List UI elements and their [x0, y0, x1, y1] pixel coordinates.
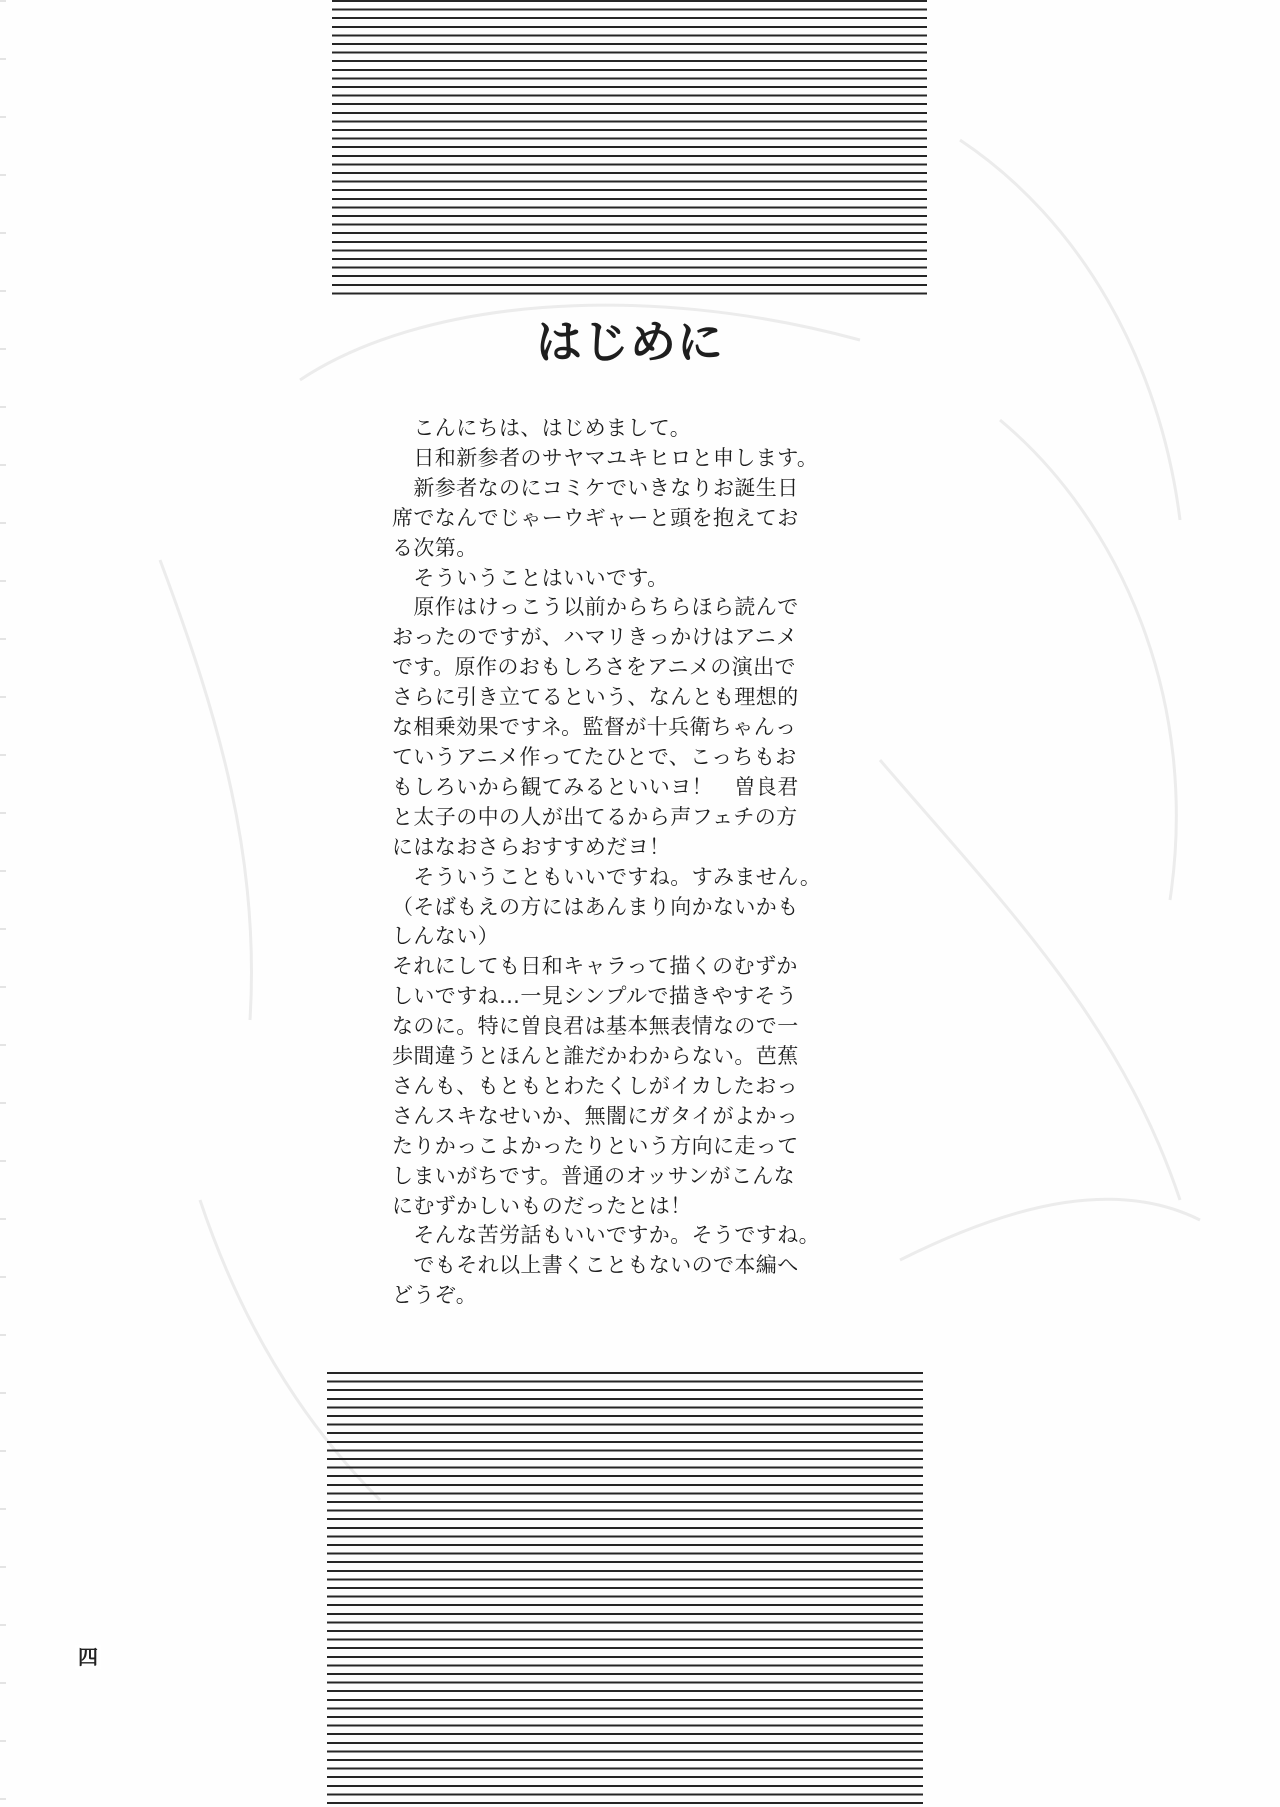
- text-line: と太子の中の人が出てるから声フェチの方: [392, 804, 798, 829]
- preface-text: [392, 414, 867, 1311]
- text-line: 新参者なのにコミケでいきなりお誕生日: [392, 475, 799, 500]
- text-line: 歩間違うとほんと誰だかわからない。芭蕉: [392, 1044, 799, 1069]
- text-line: こんにちは、はじめまして。: [392, 416, 692, 440]
- text-line: もしろいから観てみるといいヨ！ 曽良君: [392, 774, 799, 799]
- text-line: おったのですが、ハマリきっかけはアニメ: [392, 625, 798, 650]
- top-horizontal-rules: [332, 0, 927, 298]
- text-line: です。原作のおもしろさをアニメの演出で: [392, 655, 796, 680]
- text-line: さんスキなせいか、無闇にガタイがよかっ: [392, 1103, 799, 1128]
- bottom-horizontal-rules: [327, 1372, 923, 1807]
- page-title: はじめに: [536, 315, 724, 369]
- text-line: しまいがちです。普通のオッサンがこんな: [392, 1163, 796, 1188]
- text-line: 席でなんでじゃーウギャーと頭を抱えてお: [392, 505, 799, 530]
- text-line: しんない）: [392, 924, 499, 949]
- text-line: 原作はけっこう以前からちらほら読んで: [392, 595, 799, 620]
- text-line: 日和新参者のサヤマユキヒロと申します。: [392, 445, 819, 470]
- text-line: る次第。: [392, 535, 478, 560]
- text-line: にはなおさらおすすめだヨ！: [392, 834, 671, 859]
- text-line: さらに引き立てるという、なんとも理想的: [392, 685, 799, 710]
- text-line: さんも、もともとわたくしがイカしたおっ: [392, 1073, 798, 1098]
- text-line: ていうアニメ作ってたひとで、こっちもお: [392, 744, 797, 769]
- text-line: どうぞ。: [392, 1283, 478, 1308]
- text-line: たりかっこよかったりという方向に走って: [392, 1133, 799, 1158]
- text-line: そういうこともいいですね。すみません。: [392, 864, 822, 889]
- text-line: （そばもえの方にはあんまり向かないかも: [392, 894, 799, 919]
- page-number: 四: [75, 1645, 101, 1669]
- text-line: そういうことはいいです。: [392, 565, 669, 590]
- text-line: それにしても日和キャラって描くのむずか: [392, 954, 798, 979]
- text-line: しいですね…一見シンプルで描きやすそう: [392, 984, 798, 1009]
- text-line: でもそれ以上書くこともないので本編へ: [392, 1253, 799, 1278]
- binding-edge: [0, 0, 6, 1807]
- text-line: そんな苦労話もいいですか。そうですね。: [392, 1223, 820, 1248]
- text-line: なのに。特に曽良君は基本無表情なので一: [392, 1014, 799, 1039]
- text-line: にむずかしいものだったとは！: [392, 1193, 692, 1218]
- text-line: な相乗効果ですネ。監督が十兵衛ちゃんっ: [392, 715, 797, 740]
